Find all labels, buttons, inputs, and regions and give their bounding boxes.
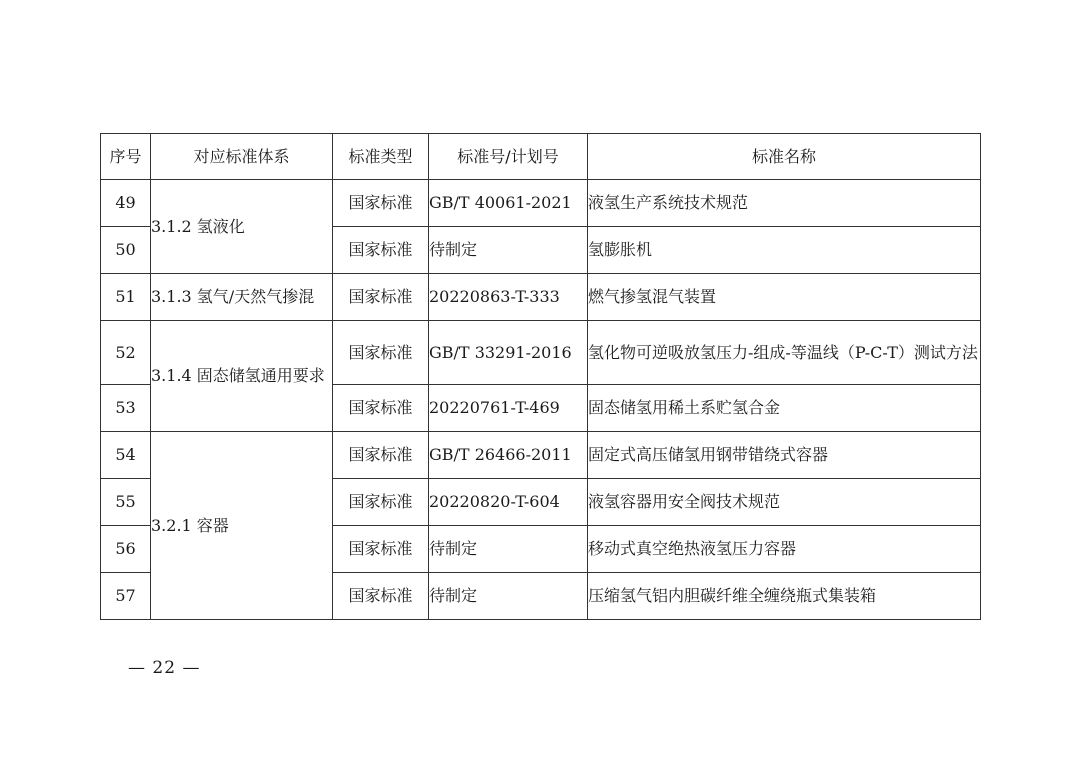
standard-system-cell: 3.1.4 固态储氢通用要求 xyxy=(151,321,333,432)
standard-type-cell: 国家标准 xyxy=(333,274,429,321)
table-row xyxy=(101,432,981,479)
serial-number-cell: 54 xyxy=(101,432,151,479)
standard-type-cell: 国家标准 xyxy=(333,479,429,526)
header-standard-name: 标准名称 xyxy=(588,134,981,180)
standard-code-cell: 待制定 xyxy=(429,526,588,573)
standard-code-cell: GB/T 40061-2021 xyxy=(429,180,588,227)
table-row xyxy=(101,321,981,385)
header-serial-number: 序号 xyxy=(101,134,151,180)
standard-type-cell: 国家标准 xyxy=(333,385,429,432)
standard-type-cell: 国家标准 xyxy=(333,526,429,573)
standard-system-cell: 3.2.1 容器 xyxy=(151,432,333,620)
standard-code-cell: 20220820-T-604 xyxy=(429,479,588,526)
serial-number-cell: 53 xyxy=(101,385,151,432)
page-number: — 22 — xyxy=(128,658,201,678)
standard-name-cell: 固态储氢用稀土系贮氢合金 xyxy=(588,385,981,432)
serial-number-cell: 51 xyxy=(101,274,151,321)
serial-number-cell: 55 xyxy=(101,479,151,526)
standard-system-cell: 3.1.2 氢液化 xyxy=(151,180,333,274)
header-standard-type: 标准类型 xyxy=(333,134,429,180)
standard-code-cell: 待制定 xyxy=(429,227,588,274)
standard-type-cell: 国家标准 xyxy=(333,227,429,274)
table-row xyxy=(101,180,981,227)
standard-type-cell: 国家标准 xyxy=(333,432,429,479)
standard-code-cell: 20220761-T-469 xyxy=(429,385,588,432)
standard-name-cell: 压缩氢气铝内胆碳纤维全缠绕瓶式集装箱 xyxy=(588,573,981,620)
standard-name-cell: 液氢生产系统技术规范 xyxy=(588,180,981,227)
serial-number-cell: 56 xyxy=(101,526,151,573)
standards-table xyxy=(100,133,981,620)
standard-name-cell: 移动式真空绝热液氢压力容器 xyxy=(588,526,981,573)
standard-name-cell: 液氢容器用安全阀技术规范 xyxy=(588,479,981,526)
standard-name-cell: 燃气掺氢混气装置 xyxy=(588,274,981,321)
standard-code-cell: 20220863-T-333 xyxy=(429,274,588,321)
serial-number-cell: 52 xyxy=(101,321,151,385)
table-header-row xyxy=(101,134,981,180)
serial-number-cell: 50 xyxy=(101,227,151,274)
serial-number-cell: 49 xyxy=(101,180,151,227)
header-standard-system: 对应标准体系 xyxy=(151,134,333,180)
header-standard-code: 标准号/计划号 xyxy=(429,134,588,180)
standard-name-cell: 氢化物可逆吸放氢压力-组成-等温线（P-C-T）测试方法 xyxy=(588,321,981,385)
standard-type-cell: 国家标准 xyxy=(333,573,429,620)
standard-name-cell: 氢膨胀机 xyxy=(588,227,981,274)
standard-code-cell: GB/T 26466-2011 xyxy=(429,432,588,479)
standard-type-cell: 国家标准 xyxy=(333,321,429,385)
table-row xyxy=(101,274,981,321)
standard-code-cell: GB/T 33291-2016 xyxy=(429,321,588,385)
standard-type-cell: 国家标准 xyxy=(333,180,429,227)
standard-name-cell: 固定式高压储氢用钢带错绕式容器 xyxy=(588,432,981,479)
serial-number-cell: 57 xyxy=(101,573,151,620)
standard-system-cell: 3.1.3 氢气/天然气掺混 xyxy=(151,274,333,321)
standard-code-cell: 待制定 xyxy=(429,573,588,620)
